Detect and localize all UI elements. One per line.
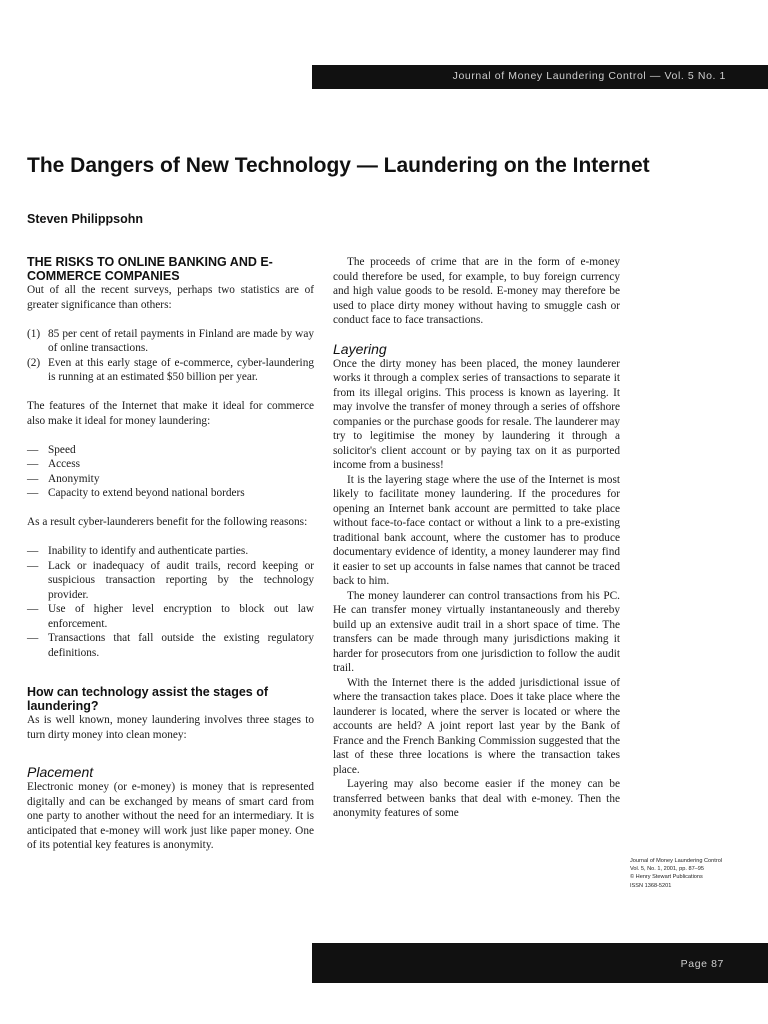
page-number: Page 87 <box>680 958 724 970</box>
benefit-item <box>27 602 314 631</box>
page-footer-bar <box>312 943 768 983</box>
publication-copyright: © Henry Stewart Publications <box>630 874 703 881</box>
feature-text: Access <box>48 458 80 470</box>
layering-paragraph: Layering may also become easier if the money can be transferred between banks that deal with e-money. Then the anonymity features of some <box>333 778 620 819</box>
publication-journal: Journal of Money Laundering Control <box>630 858 723 864</box>
benefit-item <box>27 544 314 559</box>
feature-text: Anonymity <box>48 472 100 485</box>
benefit-text: Inability to identify and authenticate parties. <box>48 545 249 557</box>
feature-item <box>27 472 314 487</box>
publication-volume: Vol. 5, No. 1, 2001, pp. 87–95 <box>630 866 705 873</box>
risks-intro: Out of all the recent surveys, perhaps two statistics are of greater significance than others: <box>27 284 314 311</box>
journal-running-head: Journal of Money Laundering Control — Vol. 5 No. 1 <box>452 70 726 82</box>
article-title: The Dangers of New Technology — Laundering on the Internet <box>27 154 650 177</box>
statistic-item <box>27 356 314 385</box>
benefit-item <box>27 631 314 660</box>
benefits-list <box>27 544 314 660</box>
benefit-text: Transactions that fall outside the existing regulatory definitions. <box>48 632 314 659</box>
proceeds-paragraph: The proceeds of crime that are in the form of e-money could therefore be used, for example, to buy foreign currency and high value goods to be resold. E-money may therefore be used to place dirty money without having to smuggle cash or conduct face to face transactions. <box>333 256 620 326</box>
dash-marker: — <box>27 545 39 557</box>
benefit-item <box>27 559 314 603</box>
right-column <box>333 255 620 821</box>
statistic-item <box>27 327 314 356</box>
dash-marker: — <box>27 603 39 615</box>
tech-text: As is well known, money laundering involves three stages to turn dirty money into clean money: <box>27 714 314 741</box>
layering-heading: Layering <box>333 340 387 357</box>
dash-marker: — <box>27 487 39 499</box>
placement-text: Electronic money (or e-money) is money that is represented digitally and can be exchanged by means of smart card from one party to another without the need for an intermediary. It is anticipated that e-money will work just like paper money. One of its potential key features is anonymity. <box>27 781 314 851</box>
layering-paragraph: With the Internet there is the added jurisdictional issue of where the transaction takes place. Does it take place where the launderer is located, where the server is located or where the accounts are held? A joint report last year by the Bank of France and the French Banking Commission suggested that the last of these three locations is where the transaction takes place. <box>333 676 620 776</box>
placement-heading: Placement <box>27 764 94 780</box>
benefits-intro: As a result cyber-launderers benefit for the following reasons: <box>27 516 308 528</box>
benefit-text: Lack or inadequacy of audit trails, record keeping or suspicious transaction reporting by the technology provider. <box>48 559 314 601</box>
dash-marker: — <box>27 472 39 485</box>
dash-marker: — <box>27 632 39 644</box>
statistic-number: (1) <box>27 327 41 340</box>
statistic-number: (2) <box>27 356 41 369</box>
benefit-text: Use of higher level encryption to block out law enforcement. <box>48 603 314 630</box>
risks-heading: THE RISKS TO ONLINE BANKING AND E-COMMERCE COMPANIES <box>27 255 273 283</box>
layering-paragraph: The money launderer can control transactions from his PC. He can transfer money virtually instantaneously and thereby build up an extensive audit trail in a short space of time. The transfers can be made through many jurisdictions making it harder for prosecutors from one jurisdiction to follow the audit trail. <box>333 589 620 674</box>
article-author: Steven Philippsohn <box>27 212 143 226</box>
layering-paragraph: It is the layering stage where the use of the Internet is most likely to facilitate money laundering. If the procedures for opening an Internet bank account are permitted to take place without face-to-face contact or without a link to a pre-existing traditional bank account, where the customer has to produce documentary evidence of identity, a money launderer may find it easier to set up accounts in false names that cannot be traced back to him. <box>333 473 620 587</box>
statistics-list <box>27 327 314 385</box>
feature-item <box>27 443 314 458</box>
feature-item <box>27 457 314 472</box>
features-list <box>27 443 314 501</box>
feature-text: Speed <box>48 443 76 456</box>
features-intro: The features of the Internet that make it ideal for commerce also make it ideal for money laundering: <box>27 400 314 427</box>
layering-paragraph: Once the dirty money has been placed, the money launderer works it through a complex series of transactions to separate it from its illegal origins. This process is known as layering. It may involve the transfer of money through a series of offshore companies or the purchase goods for resale. The launderer may try to legitimise the money by laundering it through a solicitor's client account or by paying tax on it as purported income from a business! <box>333 357 620 471</box>
left-column <box>27 255 314 853</box>
statistic-text: 85 per cent of retail payments in Finland are made by way of online transactions. <box>48 327 314 354</box>
journal-header-bar <box>312 65 768 89</box>
publication-issn: ISSN 1368-5201 <box>630 882 672 889</box>
dash-marker: — <box>27 443 39 456</box>
statistic-text: Even at this early stage of e-commerce, cyber-laundering is running at an estimated $50 billion per year. <box>48 356 314 383</box>
dash-marker: — <box>27 559 39 572</box>
feature-text: Capacity to extend beyond national borders <box>48 487 245 499</box>
feature-item <box>27 486 314 501</box>
dash-marker: — <box>27 458 39 470</box>
tech-heading: How can technology assist the stages of laundering? <box>27 685 269 713</box>
publication-info <box>630 857 766 890</box>
